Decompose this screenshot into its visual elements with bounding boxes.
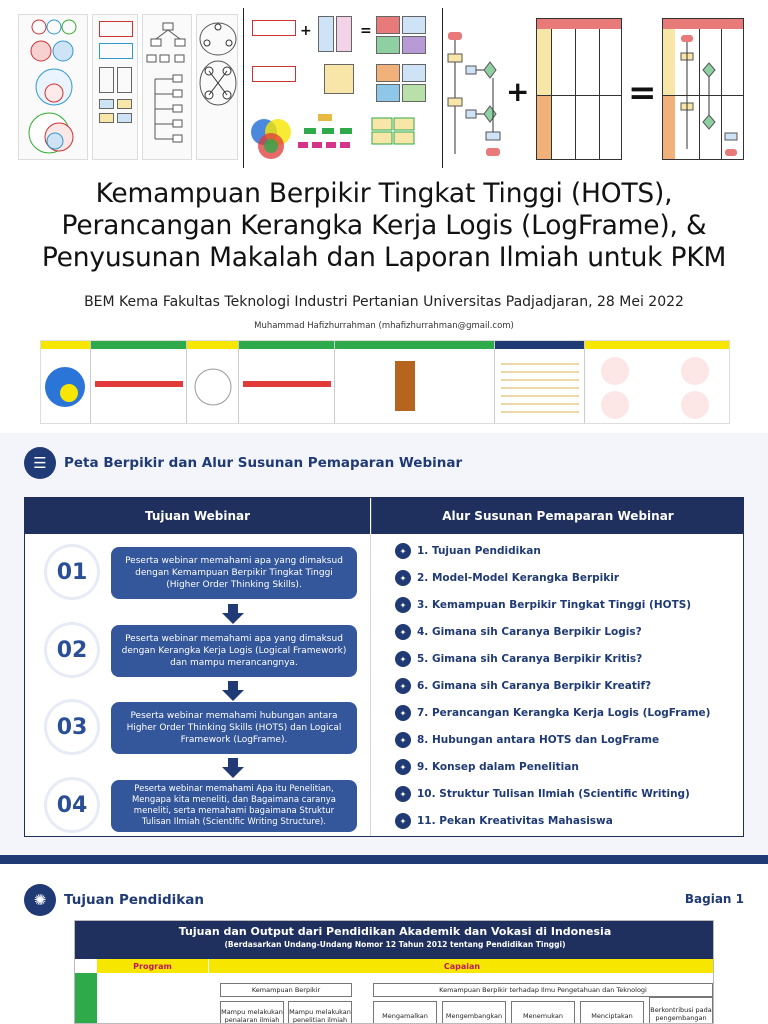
flow-item: ✦ 6. Gimana sih Caranya Berpikir Kreatif? <box>395 676 625 696</box>
divider <box>442 8 443 168</box>
divider <box>243 8 244 168</box>
venn-thumbnail <box>41 341 91 424</box>
goal-number: 02 <box>47 625 97 675</box>
document-subtitle: BEM Kema Fakultas Teknologi Industri Pertanian Universitas Padjadjaran, 28 Mei 2022 <box>84 294 684 310</box>
flow-item: ✦ 11. Pekan Kreativitas Mahasiswa <box>395 811 625 831</box>
trophy-icon: ✦ <box>395 813 411 829</box>
section-header <box>24 447 462 479</box>
goal-number: 04 <box>47 780 97 830</box>
flow-item: ✦ 3. Kemampuan Berpikir Tingkat Tinggi (HOTS) <box>395 595 625 615</box>
plus-operator: + <box>506 75 530 108</box>
research-icon: ✦ <box>395 759 411 775</box>
flow-item: ✦ 4. Gimana sih Caranya Berpikir Logis? <box>395 622 625 642</box>
section-title: Tujuan Pendidikan <box>64 892 204 908</box>
column-header-program: Program <box>97 959 209 973</box>
flow-item: ✦ 2. Model-Model Kerangka Berpikir <box>395 568 625 588</box>
goal-item <box>25 776 370 836</box>
flow-item: ✦ 5. Gimana sih Caranya Berpikir Kritis? <box>395 649 625 669</box>
document-title <box>0 178 768 274</box>
program-color-bar <box>75 973 97 1024</box>
arrow-down-icon <box>222 758 244 778</box>
goal-item <box>25 543 370 603</box>
creative-icon: ✦ <box>395 678 411 694</box>
action-cell: Mengamalkan <box>373 1001 437 1024</box>
color-venn-thumbnail <box>248 112 438 162</box>
kemampuan-berpikir-header: Kemampuan Berpikir <box>220 983 352 997</box>
link-icon: ✦ <box>395 732 411 748</box>
goal-text: Peserta webinar memahami apa yang dimaksud dengan Kerangka Kerja Logis (Logical Framework) dan mampu merancangnya. <box>111 625 357 677</box>
goal-item <box>25 621 370 681</box>
title-line-3: Penyusunan Makalah dan Laporan Ilmiah untuk PKM <box>41 242 727 273</box>
framework-icon: ✦ <box>395 705 411 721</box>
flow-item: ✦ 8. Hubungan antara HOTS dan LogFrame <box>395 730 625 750</box>
column-header-capaian: Capaian <box>209 959 714 973</box>
equals-operator: = <box>360 23 372 39</box>
column-header-goals: Tujuan Webinar <box>25 498 370 534</box>
goal-item <box>25 698 370 758</box>
action-cell: Berkontribusi pada pengembangan <box>649 997 713 1024</box>
plus-operator: + <box>300 23 312 39</box>
tree-diagram-illustration <box>143 15 192 160</box>
matrix-table-thumbnail <box>536 18 622 160</box>
combined-flow-illustration <box>663 19 744 160</box>
goal-number: 03 <box>47 702 97 752</box>
table-title: Tujuan dan Output dari Pendidikan Akademik dan Vokasi di Indonesia <box>178 925 612 938</box>
table-subtitle: (Berdasarkan Undang-Undang Nomor 12 Tahun 2012 tentang Pendidikan Tinggi) <box>224 940 566 949</box>
logic-icon: ✦ <box>395 624 411 640</box>
research-cell: Mampu melakukan penelitian ilmiah <box>288 1001 352 1024</box>
tree-diagram-thumbnail <box>142 14 192 160</box>
goal-text: Peserta webinar memahami apa yang dimaksud dengan Kemampuan Berpikir Tingkat Tinggi (Higher Order Thinking Skills). <box>111 547 357 599</box>
education-table <box>74 920 714 1024</box>
section-title: Peta Berpikir dan Alur Susunan Pemaparan Webinar <box>64 455 463 471</box>
slide-thumbnail-strip <box>40 340 730 424</box>
author-line: Muhammad Hafizhurrahman (mhafizhurrahman@gmail.com) <box>254 321 514 331</box>
goal-text: Peserta webinar memahami Apa itu Penelitian, Mengapa kita meneliti, dan Bagaimana caranya meneliti, serta memahami bagaimana Struktur Tulisan Ilmiah (Scientific Writing Structure). <box>111 780 357 832</box>
goal-text: Peserta webinar memahami hubungan antara Higher Order Thinking Skills (HOTS) dan Logical Framework (LogFrame). <box>111 702 357 754</box>
circle-thumbnail <box>187 341 239 424</box>
title-line-1: Kemampuan Berpikir Tingkat Tinggi (HOTS), <box>95 178 673 209</box>
flow-item: ✦ 9. Konsep dalam Penelitian <box>395 757 625 777</box>
column-divider <box>370 534 371 836</box>
action-cell: Menciptakan <box>580 1001 644 1024</box>
kb-ilmu-header: Kemampuan Berpikir terhadap Ilmu Pengetahuan dan Teknologi <box>373 983 713 997</box>
venn-thumbnail <box>18 14 88 160</box>
model-icon: ✦ <box>395 570 411 586</box>
slide-footer-bar <box>0 855 768 864</box>
title-line-2: Perancangan Kerangka Kerja Logis (LogFrame), & <box>61 210 707 241</box>
action-cell: Mengembangkan <box>442 1001 506 1024</box>
slide-tujuan-pendidikan <box>0 868 768 1024</box>
lightbulb-icon: ✺ <box>24 884 56 916</box>
box-diagram-thumbnail <box>92 14 138 160</box>
pink-circles-thumbnail <box>585 341 730 424</box>
brain-icon: ☰ <box>24 447 56 479</box>
critical-icon: ✦ <box>395 651 411 667</box>
flowchart-illustration <box>446 14 508 160</box>
top-diagram-strip <box>0 0 768 170</box>
flowchart-thumbnail <box>446 14 508 160</box>
part-label: Bagian 1 <box>684 892 744 906</box>
reasoning-cell: Mampu melakukan penalaran ilmiah <box>220 1001 284 1024</box>
table-header <box>75 921 714 959</box>
flow-item: ✦ 7. Perancangan Kerangka Kerja Logis (LogFrame) <box>395 703 625 723</box>
flow-item: ✦ 1. Tujuan Pendidikan <box>395 541 625 561</box>
equation-thumbnail-1 <box>248 14 438 110</box>
webinar-table <box>24 497 744 837</box>
document-icon: ✦ <box>395 786 411 802</box>
slide-webinar-map <box>0 433 768 855</box>
section-header <box>24 884 204 916</box>
flow-item: ✦ 10. Struktur Tulisan Ilmiah (Scientific Writing) <box>395 784 625 804</box>
network-diagram-illustration <box>197 15 238 160</box>
column-header-flow: Alur Susunan Pemaparan Webinar <box>371 498 744 534</box>
combined-flow-matrix-thumbnail <box>662 18 744 160</box>
network-diagram-thumbnail <box>196 14 238 160</box>
brain-icon: ✦ <box>395 597 411 613</box>
book-icon: ✦ <box>395 543 411 559</box>
goal-number: 01 <box>47 547 97 597</box>
venn-diagrams-illustration <box>19 15 88 160</box>
color-venn-illustration <box>248 112 438 162</box>
action-cell: Menemukan <box>511 1001 575 1024</box>
equals-operator: = <box>628 73 657 113</box>
